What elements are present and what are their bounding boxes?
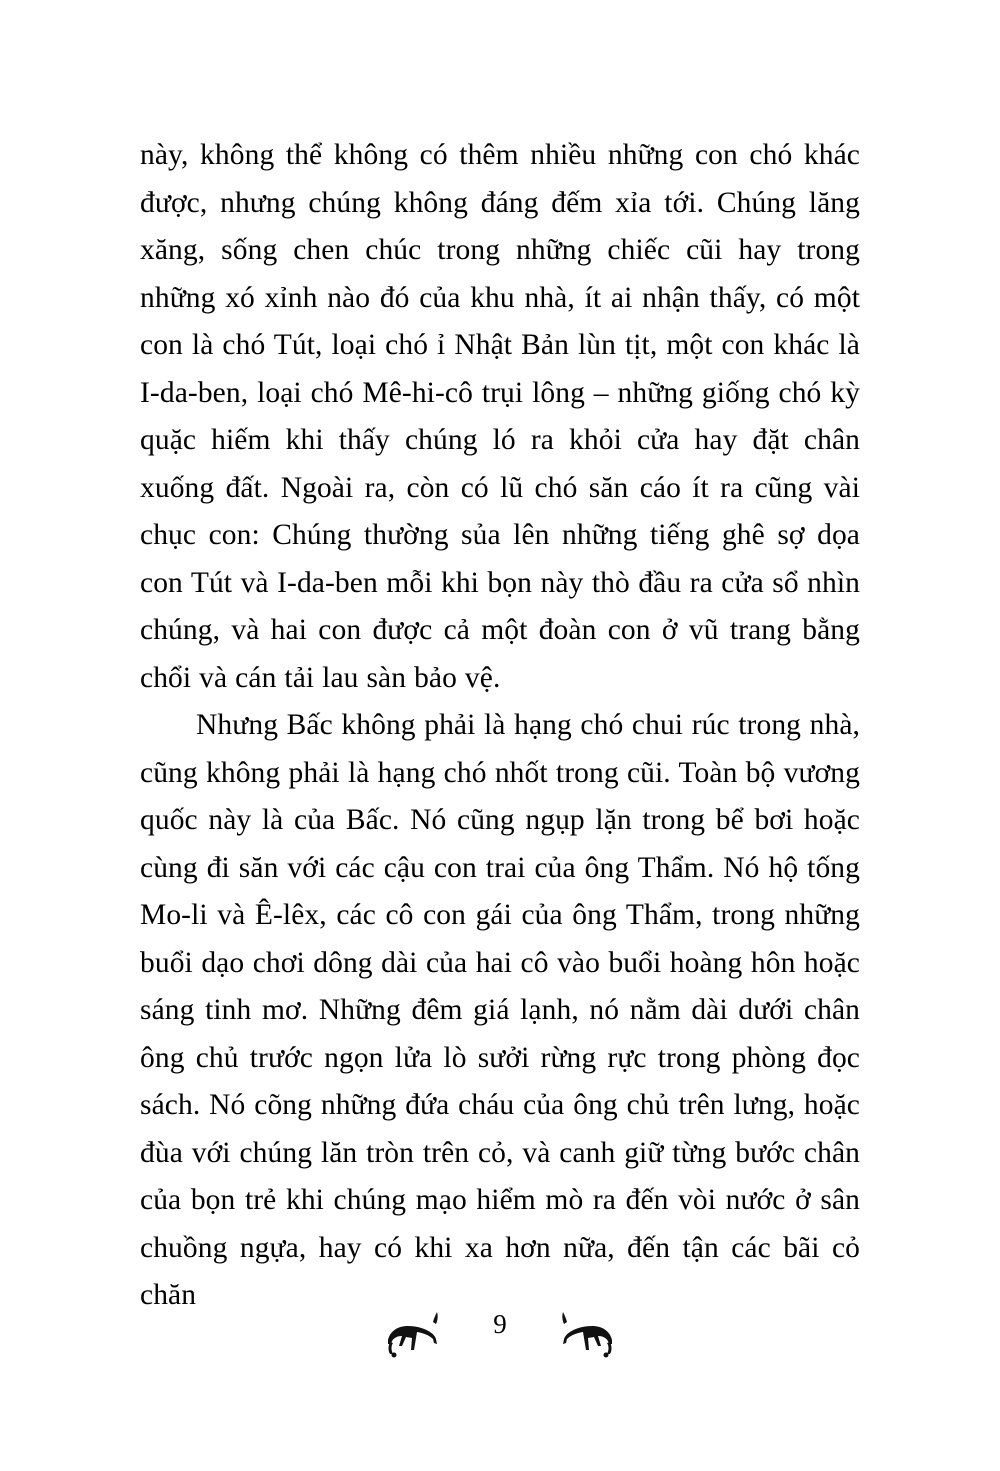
page-text-body <box>140 132 860 1320</box>
page-number: 9 <box>493 1309 507 1339</box>
dog-silhouette-icon <box>552 1298 622 1368</box>
footer-inner <box>370 1290 630 1380</box>
paragraph-1: này, không thể không có thêm nhiều những con chó khác được, nhưng chúng không đáng đếm xỉa tới. Chúng lăng xăng, sống chen chúc trong những chiếc cũi hay trong những xó xỉnh nào đó của khu nhà, ít ai nhận thấy, có một con là chó Tút, loại chó ỉ Nhật Bản lùn tịt, một con khác là I-da-ben, loại chó Mê-hi-cô trụi lông – những giống chó kỳ quặc hiếm khi thấy chúng ló ra khỏi cửa hay đặt chân xuống đất. Ngoài ra, còn có lũ chó săn cáo ít ra cũng vài chục con: Chúng thường sủa lên những tiếng ghê sợ dọa con Tút và I-da-ben mỗi khi bọn này thò đầu ra cửa sổ nhìn chúng, và hai con được cả một đoàn con ở vũ trang bằng chổi và cán tải lau sàn bảo vệ. <box>140 139 860 694</box>
page-footer <box>0 1290 1000 1380</box>
paragraph-2: Nhưng Bấc không phải là hạng chó chui rúc trong nhà, cũng không phải là hạng chó nhốt trong cũi. Toàn bộ vương quốc này là của Bấc. Nó cũng ngụp lặn trong bể bơi hoặc cùng đi săn với các cậu con trai của ông Thẩm. Nó hộ tống Mo-li và Ê-lêx, các cô con gái của ông Thẩm, trong những buổi dạo chơi dông dài của hai cô vào buổi hoàng hôn hoặc sáng tinh mơ. Những đêm giá lạnh, nó nằm dài dưới chân ông chủ trước ngọn lửa lò sưởi rừng rực trong phòng đọc sách. Nó cõng những đứa cháu của ông chủ trên lưng, hoặc đùa với chúng lăn tròn trên cỏ, và canh giữ từng bước chân của bọn trẻ khi chúng mạo hiểm mò ra đến vòi nước ở sân chuồng ngựa, hay có khi xa hơn nữa, đến tận các bãi cỏ chăn <box>140 709 860 1311</box>
